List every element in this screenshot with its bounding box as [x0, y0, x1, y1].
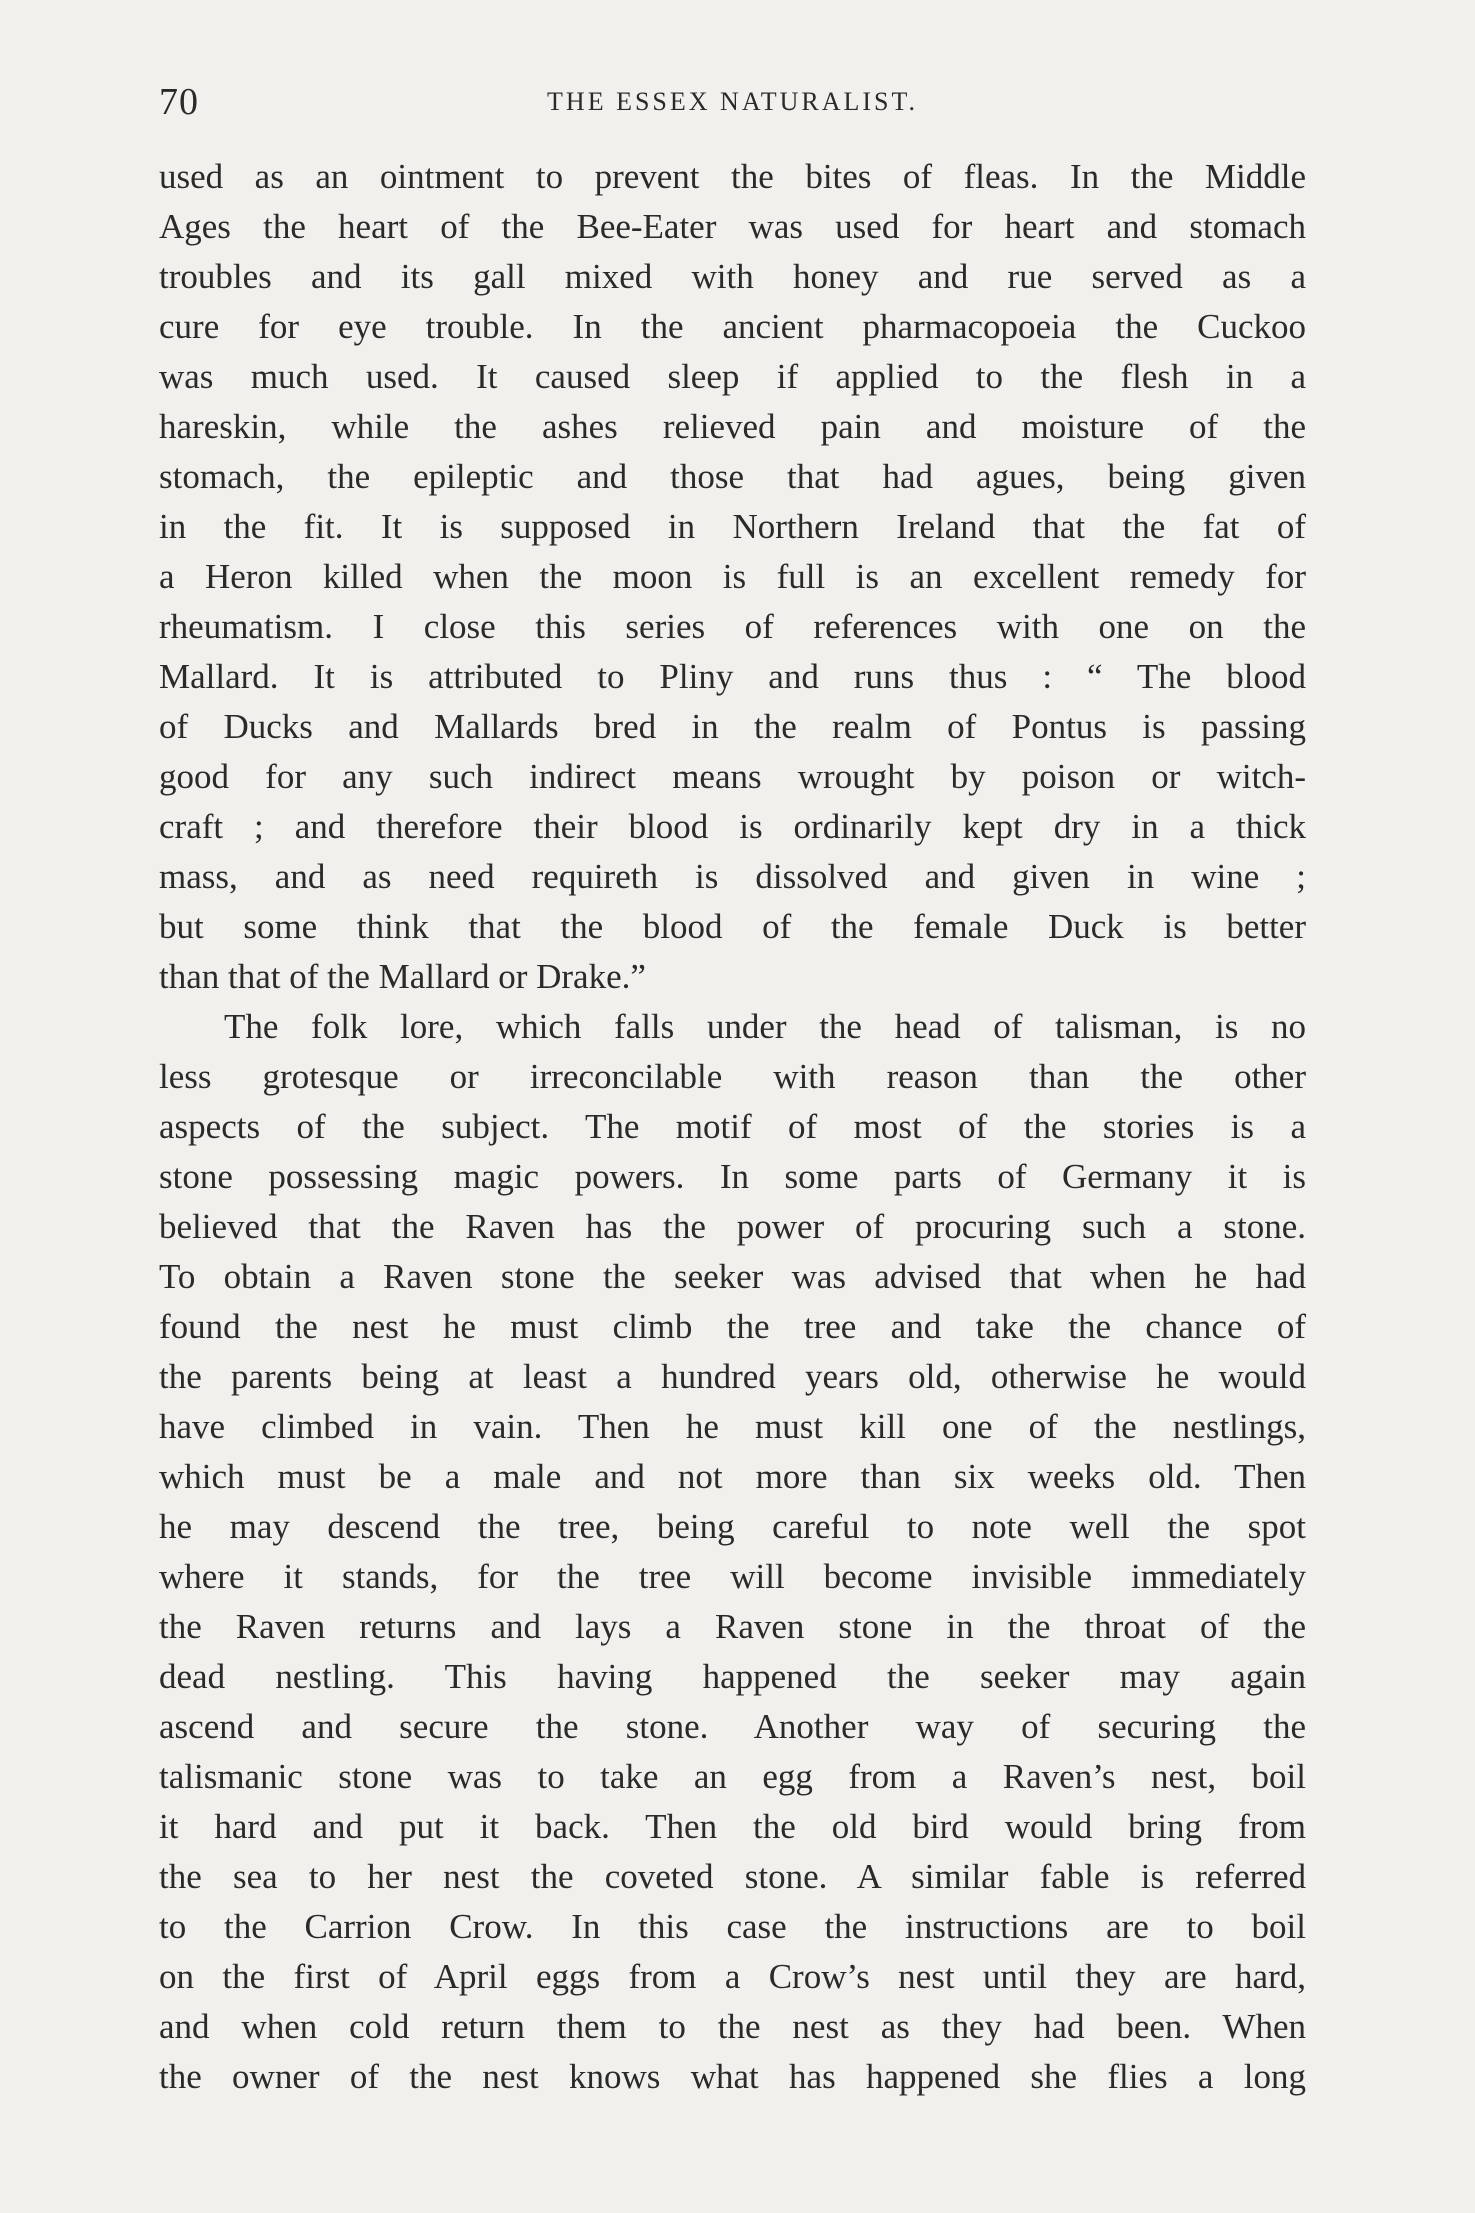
text-line: To obtain a Raven stone the seeker was advised that when he had — [159, 1257, 1306, 1296]
text-line: and when cold return them to the nest as they had been. When — [159, 2007, 1306, 2046]
text-line: stomach, the epileptic and those that had agues, being given — [159, 457, 1306, 496]
paragraph-first-line: The folk lore, which falls under the head of talisman, is no — [224, 1007, 1306, 1046]
running-head — [159, 72, 1306, 132]
text-line: on the first of April eggs from a Crow’s nest until they are hard, — [159, 1957, 1306, 1996]
text-line: ascend and secure the stone. Another way of securing the — [159, 1707, 1306, 1746]
text-line: mass, and as need requireth is dissolved and given in wine ; — [159, 857, 1306, 896]
text-line: cure for eye trouble. In the ancient pharmacopoeia the Cuckoo — [159, 307, 1306, 346]
page-number: 70 — [159, 81, 199, 123]
text-line: the owner of the nest knows what has happened she flies a long — [159, 2057, 1306, 2096]
text-line: hareskin, while the ashes relieved pain and moisture of the — [159, 407, 1306, 446]
text-line: but some think that the blood of the female Duck is better — [159, 907, 1306, 946]
text-line: the sea to her nest the coveted stone. A similar fable is referred — [159, 1857, 1306, 1896]
text-line: it hard and put it back. Then the old bird would bring from — [159, 1807, 1306, 1846]
text-line: less grotesque or irreconcilable with reason than the other — [159, 1057, 1306, 1096]
text-line: the Raven returns and lays a Raven stone in the throat of the — [159, 1607, 1306, 1646]
text-line: the parents being at least a hundred years old, otherwise he would — [159, 1357, 1306, 1396]
text-line: of Ducks and Mallards bred in the realm of Pontus is passing — [159, 707, 1306, 746]
text-line: he may descend the tree, being careful to note well the spot — [159, 1507, 1306, 1546]
journal-title: THE ESSEX NATURALIST. — [547, 87, 918, 116]
text-line: Ages the heart of the Bee-Eater was used for heart and stomach — [159, 207, 1306, 246]
text-line: dead nestling. This having happened the seeker may again — [159, 1657, 1306, 1696]
text-line: have climbed in vain. Then he must kill one of the nestlings, — [159, 1407, 1306, 1446]
text-line: craft ; and therefore their blood is ordinarily kept dry in a thick — [159, 807, 1306, 846]
text-line: which must be a male and not more than six weeks old. Then — [159, 1457, 1306, 1496]
text-line: Mallard. It is attributed to Pliny and runs thus : “ The blood — [159, 657, 1306, 696]
text-line: stone possessing magic powers. In some parts of Germany it is — [159, 1157, 1306, 1196]
body-text — [159, 152, 1306, 2112]
text-line: believed that the Raven has the power of procuring such a stone. — [159, 1207, 1306, 1246]
text-line: good for any such indirect means wrought by poison or witch- — [159, 757, 1306, 796]
text-line: used as an ointment to prevent the bites of fleas. In the Middle — [159, 157, 1306, 196]
text-line: aspects of the subject. The motif of most of the stories is a — [159, 1107, 1306, 1146]
text-line: found the nest he must climb the tree and take the chance of — [159, 1307, 1306, 1346]
text-line: rheumatism. I close this series of references with one on the — [159, 607, 1306, 646]
text-line: where it stands, for the tree will become invisible immediately — [159, 1557, 1306, 1596]
text-line: talismanic stone was to take an egg from a Raven’s nest, boil — [159, 1757, 1306, 1796]
text-line: troubles and its gall mixed with honey and rue served as a — [159, 257, 1306, 296]
text-line: a Heron killed when the moon is full is an excellent remedy for — [159, 557, 1306, 596]
paragraph-end-line: than that of the Mallard or Drake.” — [159, 957, 646, 996]
text-line: in the fit. It is supposed in Northern Ireland that the fat of — [159, 507, 1306, 546]
text-line: was much used. It caused sleep if applied to the flesh in a — [159, 357, 1306, 396]
text-line: to the Carrion Crow. In this case the instructions are to boil — [159, 1907, 1306, 1946]
